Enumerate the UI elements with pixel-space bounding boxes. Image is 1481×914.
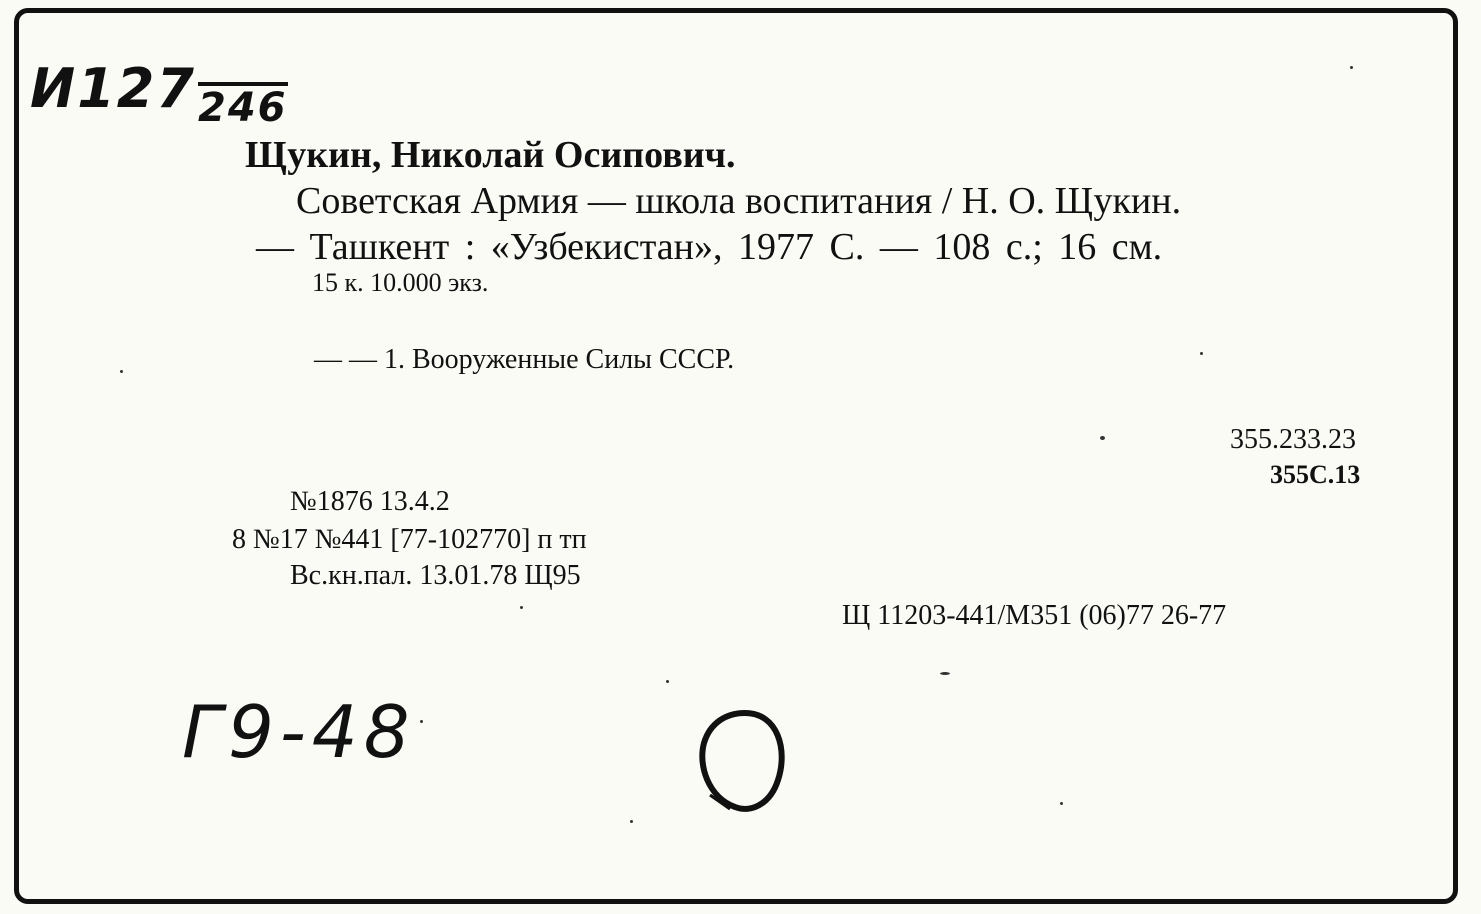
speck [1100,436,1105,440]
handwritten-class-code: Г9-48 [182,690,416,774]
inventory-number-suffix: 246 [198,82,288,128]
publisher-code-line: Щ 11203-441/М351 (06)77 26-77 [842,600,1227,631]
speck [520,606,523,609]
udc-index: 355.233.23 [1230,424,1356,455]
speck [1060,802,1063,805]
imprint-line: — Ташкент : «Узбекистан», 1977 С. — 108 с.; 16 см. [256,226,1163,268]
speck [940,672,950,675]
author-heading: Щукин, Николай Осипович. [245,134,736,176]
book-chamber-line: Вс.кн.пал. 13.01.78 Щ95 [290,560,581,591]
price-line: 15 к. 10.000 экз. [312,268,489,297]
record-number: №1876 13.4.2 [290,486,450,517]
speck [630,820,633,823]
speck [1200,352,1203,355]
speck [420,720,423,723]
title-line: Советская Армия — школа воспитания / Н. О. Щукин. [296,180,1182,222]
bbk-index: 355С.13 [1270,460,1361,489]
speck [666,680,669,683]
inventory-number-prefix: И127 [30,57,196,120]
subject-line: — — 1. Вооруженные Силы СССР. [314,344,735,375]
speck [120,370,123,373]
speck [1350,66,1353,69]
circle-mark [690,705,800,820]
technical-line: 8 №17 №441 [77-102770] п тп [232,524,587,555]
